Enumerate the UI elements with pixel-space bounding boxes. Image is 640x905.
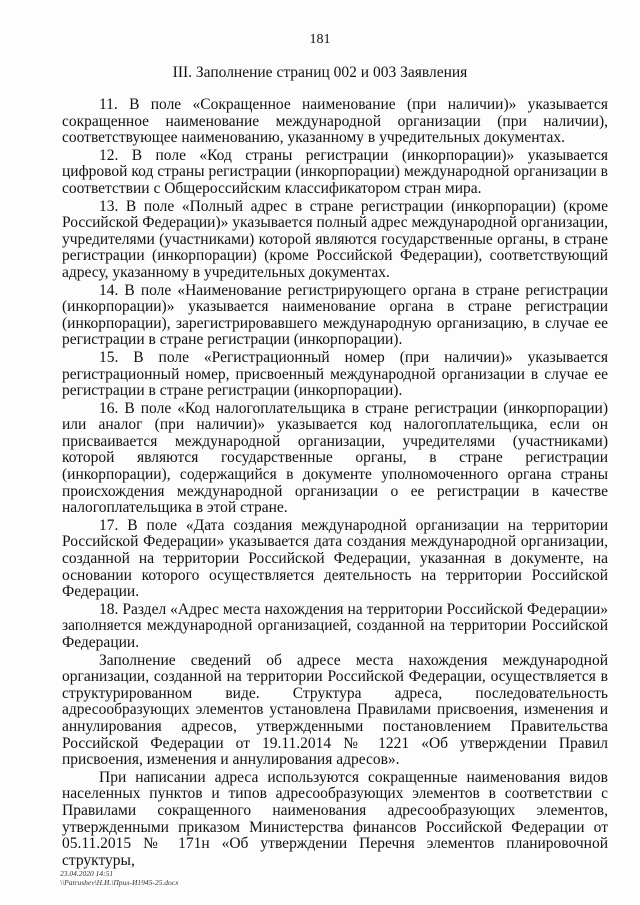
paragraph-17: 17. В поле «Дата создания международной организации на территории Российской Федерации» указывается дата создания международной организации, созданной на территории Российской Федерации, указанная в документе, на основании которого осуществляется деятельность на территории Российской Федерации. xyxy=(62,516,608,601)
paragraph-15: 15. В поле «Регистрационный номер (при наличии)» указывается регистрационный номер, присвоенный международной организации в случае ее регистрации в стране регистрации (инкорпорации). xyxy=(62,348,608,400)
paragraph-address-abbrev: При написании адреса используются сокращенные наименования видов населенных пунктов и типов адресообразующих элементов в соответствии с Правилами сокращенного наименования адресообразующих элементов, утвержденными приказом Министерства финансов Российской Федерации от 05.11.2015 № 171н «Об утверждении Перечня элементов планировочной структуры, xyxy=(62,768,608,869)
paragraph-18: 18. Раздел «Адрес места нахождения на территории Российской Федерации» заполняется международной организацией, созданной на территории Российской Федерации. xyxy=(62,600,608,651)
paragraph-13: 13. В поле «Полный адрес в стране регистрации (инкорпорации) (кроме Российской Федерации)» указывается полный адрес международной организации, учредителями (участниками) которой являются государственные органы, в стране регистрации (инкорпорации) (кроме Российской Федерации), соответствующий адресу, указанному в учредительных документах. xyxy=(62,197,608,281)
footer-file-path: \\Patrushev\Н.И.\Прил-И1945-25.docx xyxy=(60,878,179,887)
paragraph-11: 11. В поле «Сокращенное наименование (при наличии)» указывается сокращенное наименование международной организации (при наличии), соответствующее наименованию, указанному в учредительных документах. xyxy=(62,96,608,147)
document-body xyxy=(62,97,608,870)
paragraph-address-fill: Заполнение сведений об адресе места нахождения международной организации, созданной на территории Российской Федерации, осуществляется в структурированном виде. Структура адреса, последовательность адресообразующих элементов установлена Правилами присвоения, изменения и аннулирования адресов, утвержденными постановлением Правительства Российской Федерации от 19.11.2014 № 1221 «Об утверждении Правил присвоения, изменения и аннулирования адресов». xyxy=(62,651,608,769)
section-title: III. Заполнение страниц 002 и 003 Заявления xyxy=(172,64,468,81)
file-footer xyxy=(60,869,178,887)
paragraph-16: 16. В поле «Код налогоплательщика в стране регистрации (инкорпорации) или аналог (при наличии)» указывается код налогоплательщика, если он присваивается международной организации, учредителями (участниками) которой являются государственные органы, в стране регистрации (инкорпорации), содержащийся в документе уполномоченного органа страны происхождения международной организации о ее регистрации в качестве налогоплательщика в этой стране. xyxy=(62,399,608,517)
paragraph-12: 12. В поле «Код страны регистрации (инкорпорации)» указывается цифровой код страны регистрации (инкорпорации) международной организации в соответствии с Общероссийским классификатором стран мира. xyxy=(62,146,608,197)
paragraph-14: 14. В поле «Наименование регистрирующего органа в стране регистрации (инкорпорации)» указывается наименование органа в стране регистрации (инкорпорации), зарегистрировавшего международную организацию, в случае ее регистрации в стране регистрации (инкорпорации). xyxy=(62,281,608,349)
page-number: 181 xyxy=(309,32,331,47)
footer-timestamp: 23.04.2020 14:51 xyxy=(60,869,114,878)
